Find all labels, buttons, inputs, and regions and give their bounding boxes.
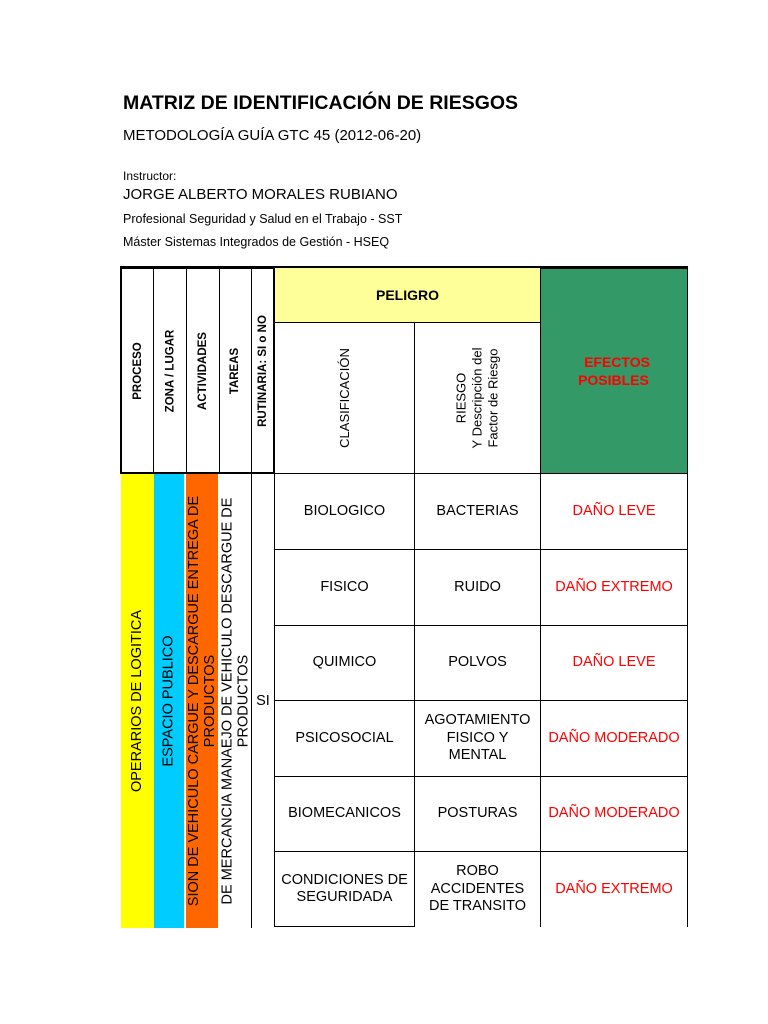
- header-actividades: [187, 269, 219, 472]
- row-2-clasificacion-text: FISICO: [320, 578, 369, 595]
- instructor-credential-sst: Profesional Seguridad y Salud en el Trabajo - SST: [123, 212, 403, 226]
- row-4-riesgo-line3: MENTAL: [448, 747, 507, 764]
- rutinaria-band: [252, 474, 274, 928]
- row-4-clasificacion: [274, 700, 415, 777]
- row-2-clasificacion: [274, 549, 415, 626]
- table-top-border: [120, 266, 688, 268]
- instructor-label: Instructor:: [123, 169, 177, 183]
- header-clasificacion-label: CLASIFICACIÓN: [336, 348, 352, 448]
- row-2-riesgo-text: RUIDO: [454, 578, 501, 595]
- row-1-clasificacion: [274, 473, 415, 550]
- row-6-riesgo-line2: ACCIDENTES: [430, 880, 525, 897]
- header-riesgo-line1: RIESGO: [453, 372, 469, 424]
- header-peligro-label: PELIGRO: [375, 287, 439, 303]
- header-efectos-line1: EFECTOS: [584, 354, 650, 370]
- tareas-value-line2: PRODUCTOS: [235, 654, 252, 748]
- row-5-riesgo-text: POSTURAS: [437, 805, 518, 822]
- header-rutinaria: [252, 269, 274, 472]
- instructor-credential-hseq: Máster Sistemas Integrados de Gestión - HSEQ: [123, 235, 390, 249]
- actividades-value-line1: SION DE VEHICULO CARGUE Y DESCARGUE ENTREGA DE: [186, 495, 203, 907]
- row-5-efecto: [540, 776, 688, 852]
- row-6-clasificacion-line2: SEGURIDADA: [296, 889, 393, 905]
- row-6-efecto-text: DAÑO EXTREMO: [555, 880, 673, 897]
- actividades-value-line2: PRODUCTOS: [202, 654, 218, 748]
- header-peligro: [274, 267, 541, 323]
- row-4-clasificacion-text: PSICOSOCIAL: [295, 729, 394, 746]
- row-4-efecto-text: DAÑO MODERADO: [548, 729, 680, 746]
- row-3-efecto-text: DAÑO LEVE: [572, 654, 656, 671]
- row-5-riesgo: [414, 776, 541, 852]
- header-tareas-label: TAREAS: [229, 347, 242, 394]
- header-efectos-posibles: [540, 267, 688, 474]
- row-1-riesgo-text: BACTERIAS: [436, 502, 519, 519]
- page-title: MATRIZ DE IDENTIFICACIÓN DE RIESGOS: [123, 92, 519, 114]
- header-clasificacion: [274, 322, 415, 474]
- header-proceso: [122, 269, 153, 472]
- row-4-riesgo: [414, 700, 541, 777]
- zona-band: [154, 474, 184, 928]
- row-6-clasificacion: [274, 851, 415, 927]
- tareas-value-line1: DE MERCANCIA MANAEJO DE VEHICULO DESCARGUE DE: [219, 497, 236, 905]
- row-3-clasificacion: [274, 625, 415, 701]
- row-6-riesgo-line1: ROBO: [456, 863, 499, 880]
- header-zona-lugar: [154, 269, 186, 472]
- header-proceso-label: PROCESO: [131, 341, 144, 400]
- row-6-clasificacion-line1: CONDICIONES DE: [281, 871, 408, 888]
- instructor-name: JORGE ALBERTO MORALES RUBIANO: [123, 186, 398, 203]
- rutinaria-value: SI: [256, 693, 270, 709]
- methodology-subtitle: METODOLOGÍA GUÍA GTC 45 (2012-06-20): [123, 127, 422, 144]
- header-zona-label: ZONA / LUGAR: [164, 329, 176, 412]
- row-1-efecto: [540, 473, 688, 550]
- header-riesgo: [414, 322, 541, 474]
- row-2-efecto-text: DAÑO EXTREMO: [555, 578, 673, 595]
- row-6-efecto: [540, 851, 688, 927]
- row-1-efecto-text: DAÑO LEVE: [572, 502, 656, 519]
- header-riesgo-line3: Factor de Riesgo: [485, 348, 501, 448]
- row-2-riesgo: [414, 549, 541, 626]
- row-1-riesgo: [414, 473, 541, 550]
- row-6-riesgo-line3: DE TRANSITO: [429, 898, 526, 915]
- row-3-efecto: [540, 625, 688, 701]
- row-4-efecto: [540, 700, 688, 777]
- proceso-value: OPERARIOS DE LOGITICA: [129, 609, 146, 793]
- row-5-clasificacion-text: BIOMECANICOS: [288, 805, 401, 822]
- row-4-riesgo-line2: FISICO Y: [446, 729, 509, 746]
- header-efectos-line2: POSIBLES: [578, 372, 649, 388]
- header-actividades-label: ACTIVIDADES: [197, 331, 210, 410]
- actividades-band: [186, 474, 218, 928]
- row-3-riesgo-text: POLVOS: [448, 654, 507, 671]
- row-2-efecto: [540, 549, 688, 626]
- proceso-band: [121, 474, 154, 928]
- row-6-riesgo: [414, 851, 541, 927]
- header-rutinaria-label: RUTINARIA: SI o NO: [257, 314, 269, 427]
- tareas-band: [218, 474, 252, 928]
- row-3-clasificacion-text: QUIMICO: [312, 654, 377, 671]
- header-tareas: [220, 269, 251, 472]
- row-5-clasificacion: [274, 776, 415, 852]
- row-4-riesgo-line1: AGOTAMIENTO: [424, 712, 531, 729]
- row-5-efecto-text: DAÑO MODERADO: [548, 805, 680, 822]
- row-1-clasificacion-text: BIOLOGICO: [303, 502, 386, 519]
- row-3-riesgo: [414, 625, 541, 701]
- zona-value: ESPACIO PUBLICO: [161, 635, 178, 767]
- header-riesgo-line2: Y Descripción del: [469, 347, 485, 449]
